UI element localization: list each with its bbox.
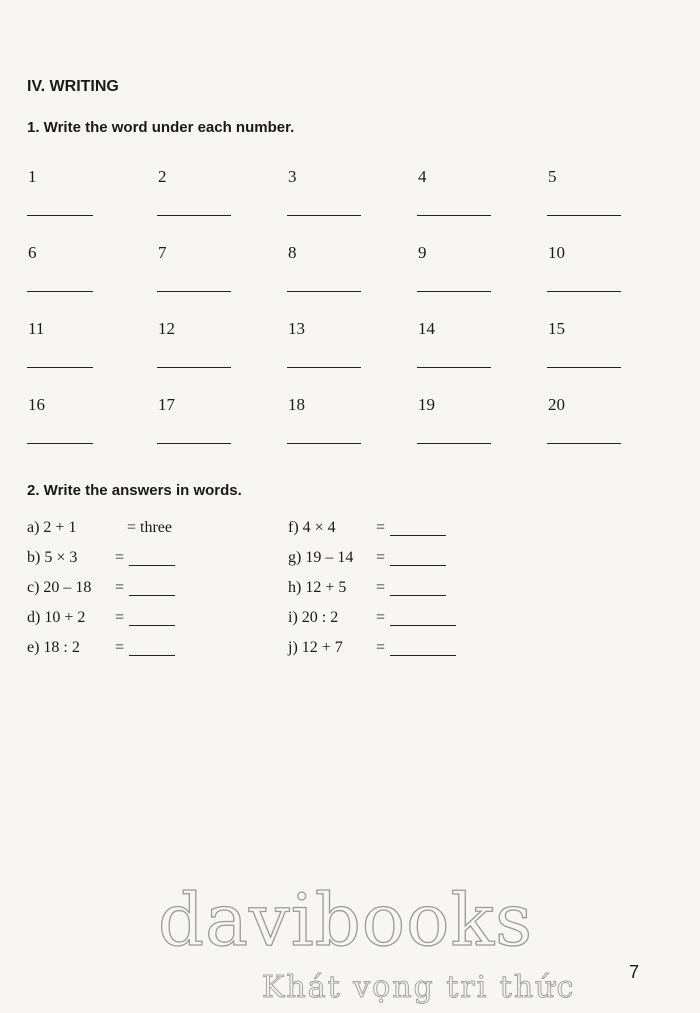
equation-expression: a) 2 + 1 [27, 519, 77, 536]
number-label: 11 [28, 319, 45, 338]
number-cell [27, 319, 157, 395]
answer-blank[interactable] [27, 215, 93, 216]
number-cell [547, 243, 677, 319]
answer-blank[interactable] [547, 443, 621, 444]
answer-blank[interactable] [129, 549, 175, 571]
number-cell [547, 319, 677, 395]
answer-blank[interactable] [390, 609, 456, 631]
number-label: 1 [28, 167, 37, 186]
number-cell [287, 395, 417, 471]
answer-blank[interactable] [390, 639, 456, 661]
equals-sign: = [115, 579, 125, 596]
page-number: 7 [629, 962, 640, 982]
equation-expression: b) 5 × 3 [27, 549, 78, 566]
number-label: 17 [158, 395, 175, 414]
number-cell [547, 167, 677, 243]
number-cell [27, 167, 157, 243]
answer-blank[interactable] [390, 549, 446, 571]
number-label: 4 [418, 167, 427, 186]
number-cell [157, 395, 287, 471]
equation-expression: g) 19 – 14 [288, 549, 354, 566]
answer-blank[interactable] [157, 367, 231, 368]
equals-sign: = [376, 609, 386, 626]
answer-blank[interactable] [287, 367, 361, 368]
watermark-brand: davibooks [158, 878, 534, 962]
number-label: 9 [418, 243, 427, 262]
number-cell [417, 167, 547, 243]
section-title: IV. WRITING [27, 78, 119, 95]
number-label: 18 [288, 395, 305, 414]
number-cell [417, 243, 547, 319]
equation-expression: e) 18 : 2 [27, 639, 80, 656]
equation-expression: d) 10 + 2 [27, 609, 86, 626]
number-label: 6 [28, 243, 37, 262]
answer-blank[interactable] [390, 579, 446, 601]
answer-blank[interactable] [287, 291, 361, 292]
number-cell [157, 243, 287, 319]
number-cell [27, 243, 157, 319]
number-label: 10 [548, 243, 565, 262]
answer-blank[interactable] [129, 639, 175, 661]
answer-blank[interactable] [287, 215, 361, 216]
answer-blank[interactable] [417, 367, 491, 368]
question-1-title: 1. Write the word under each number. [27, 119, 295, 136]
equals-sign: = [127, 519, 137, 536]
number-label: 19 [418, 395, 435, 414]
answer-blank[interactable] [157, 215, 231, 216]
number-label: 2 [158, 167, 167, 186]
answer-blank[interactable] [129, 609, 175, 631]
number-label: 5 [548, 167, 557, 186]
number-label: 13 [288, 319, 305, 338]
answer-blank[interactable] [547, 215, 621, 216]
equals-sign: = [115, 639, 125, 656]
answer-blank[interactable] [417, 215, 491, 216]
watermark-tagline: Khát vọng tri thức [262, 970, 576, 1005]
number-word-grid [27, 167, 647, 471]
answer-blank[interactable] [27, 291, 93, 292]
answer-blank[interactable] [417, 443, 491, 444]
number-cell [27, 395, 157, 471]
equation-expression: h) 12 + 5 [288, 579, 347, 596]
equation-expression: c) 20 – 18 [27, 579, 92, 596]
answer-blank[interactable] [27, 443, 93, 444]
number-cell [417, 319, 547, 395]
number-label: 12 [158, 319, 175, 338]
number-label: 3 [288, 167, 297, 186]
number-cell [547, 395, 677, 471]
number-cell [157, 319, 287, 395]
answer-blank[interactable] [390, 519, 446, 541]
equals-sign: = [115, 609, 125, 626]
number-label: 15 [548, 319, 565, 338]
number-cell [417, 395, 547, 471]
number-label: 16 [28, 395, 45, 414]
equals-sign: = [376, 519, 386, 536]
question-2-title: 2. Write the answers in words. [27, 482, 242, 499]
answer-text: three [140, 519, 172, 536]
answer-blank[interactable] [547, 291, 621, 292]
equation-expression: f) 4 × 4 [288, 519, 336, 536]
answer-blank[interactable] [287, 443, 361, 444]
answer-blank[interactable] [547, 367, 621, 368]
answer-blank[interactable] [157, 443, 231, 444]
equals-sign: = [376, 549, 386, 566]
number-label: 7 [158, 243, 167, 262]
number-cell [157, 167, 287, 243]
equation-expression: j) 12 + 7 [288, 639, 343, 656]
answer-blank[interactable] [417, 291, 491, 292]
number-cell [287, 319, 417, 395]
number-label: 20 [548, 395, 565, 414]
number-label: 14 [418, 319, 435, 338]
equals-sign: = [115, 549, 125, 566]
answer-blank[interactable] [157, 291, 231, 292]
answer-blank[interactable] [129, 579, 175, 601]
equals-sign: = [376, 579, 386, 596]
number-cell [287, 243, 417, 319]
number-label: 8 [288, 243, 297, 262]
equation-expression: i) 20 : 2 [288, 609, 339, 626]
answer-blank[interactable] [27, 367, 93, 368]
equals-sign: = [376, 639, 386, 656]
number-cell [287, 167, 417, 243]
